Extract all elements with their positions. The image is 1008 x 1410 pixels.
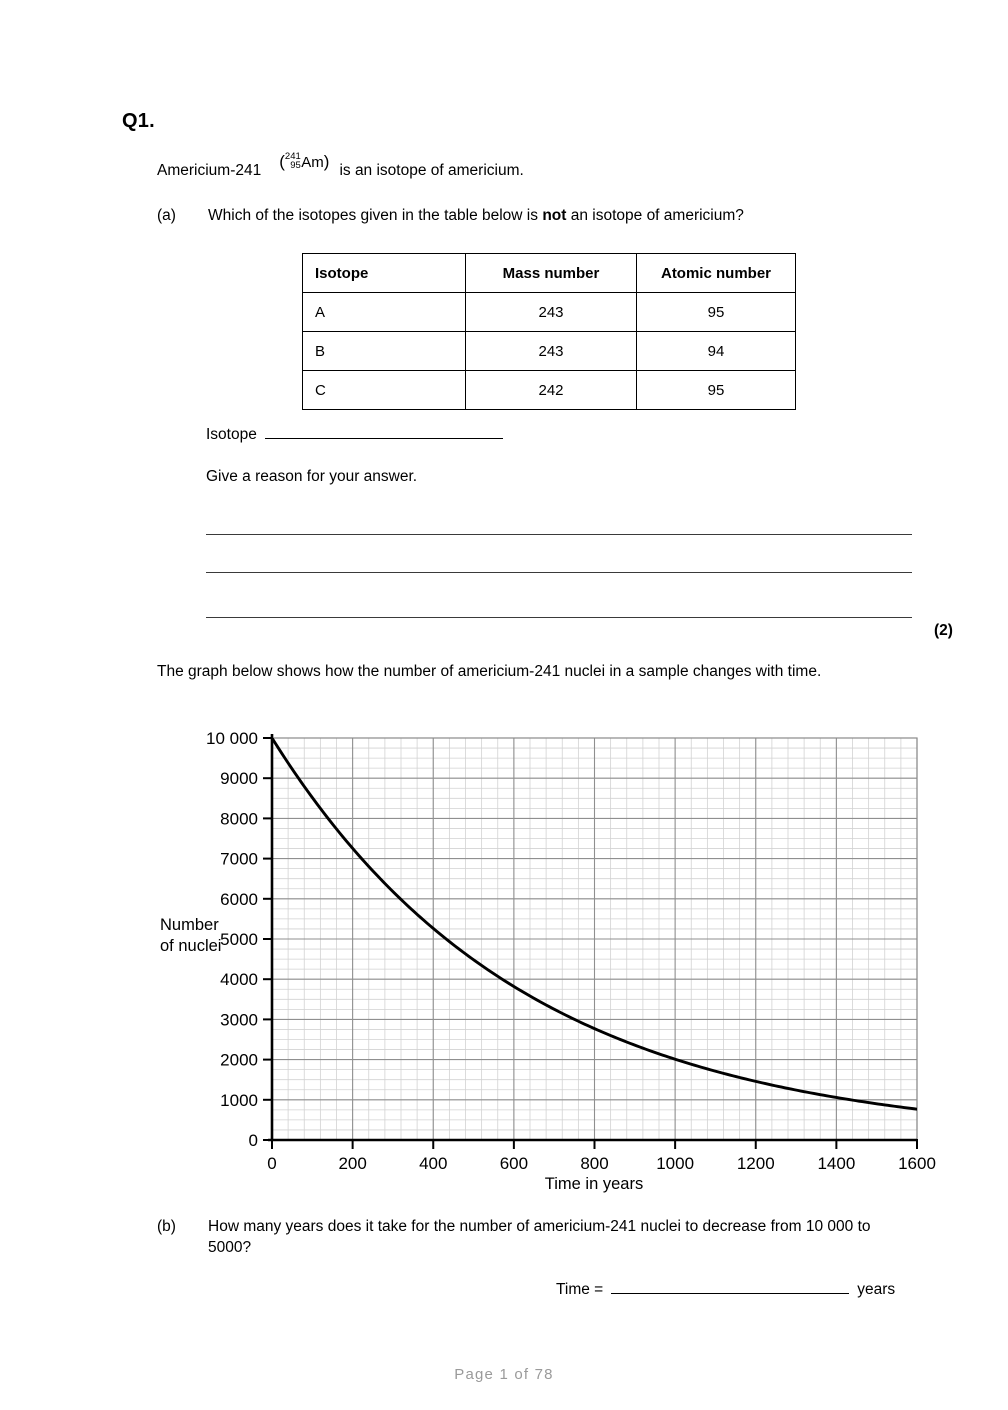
nuclide-mass-number: 241	[284, 151, 301, 163]
table-row	[303, 332, 796, 371]
cell-atomic-number: 94	[637, 332, 796, 371]
cell-mass-number: 243	[466, 293, 637, 332]
x-tick-label: 800	[580, 1154, 609, 1173]
y-tick-label: 8000	[220, 809, 258, 829]
x-tick-label: 600	[499, 1154, 529, 1173]
y-tick-label: 2000	[220, 1050, 258, 1070]
x-tick-label: 0	[267, 1154, 277, 1173]
nuclide-symbol: Am	[301, 153, 324, 171]
nuclide-open-paren: (	[279, 152, 285, 171]
y-tick-label: 0	[248, 1131, 258, 1150]
nuclide-numbers	[285, 153, 301, 170]
time-answer-unit: years	[857, 1281, 896, 1298]
nuclide-close-paren: )	[323, 152, 330, 171]
part-b-text: How many years does it take for the number of americium-241 nuclei to decrease from 10 000 to 5000?	[208, 1218, 871, 1257]
y-tick-label: 7000	[220, 849, 258, 869]
table-row	[303, 293, 796, 332]
y-tick-label: 5000	[220, 930, 258, 949]
x-tick-label: 1200	[736, 1154, 775, 1173]
x-axis-tick-labels	[267, 1154, 936, 1173]
isotope-answer-prompt	[206, 425, 503, 444]
table-header-atomic-number: Atomic number	[637, 254, 796, 293]
stem-prefix: Americium-241	[157, 162, 262, 179]
x-tick-label: 1000	[656, 1154, 695, 1173]
nuclide-atomic-number: 95	[290, 160, 301, 171]
time-answer-label: Time =	[556, 1281, 604, 1298]
y-tick-label: 9000	[220, 769, 258, 789]
time-answer-prompt	[556, 1280, 895, 1299]
x-axis-label: Time in years	[544, 1175, 644, 1193]
x-tick-label: 1400	[817, 1154, 856, 1173]
cell-atomic-number: 95	[637, 371, 796, 410]
decay-graph-svg	[0, 715, 1008, 1205]
part-b-label: (b)	[157, 1218, 176, 1235]
y-tick-label: 1000	[220, 1090, 258, 1110]
part-a-question	[157, 207, 744, 225]
stem-suffix: is an isotope of americium.	[339, 162, 524, 179]
cell-isotope: A	[303, 293, 466, 332]
part-a-text-before: Which of the isotopes given in the table below is	[208, 207, 543, 224]
part-b-question	[157, 1216, 917, 1259]
isotope-answer-field[interactable]	[265, 425, 503, 439]
cell-atomic-number: 95	[637, 293, 796, 332]
table-header-mass-number: Mass number	[466, 254, 637, 293]
table-header-row	[303, 254, 796, 293]
part-a-emphasis: not	[542, 207, 567, 224]
x-tick-label: 1600	[898, 1154, 936, 1173]
part-a-text-after: an isotope of americium?	[566, 207, 744, 224]
decay-graph	[0, 715, 1008, 1205]
y-tick-label: 4000	[220, 970, 258, 990]
nuclide-notation	[279, 152, 329, 172]
y-axis-label-line1: Number	[160, 916, 219, 934]
answer-line-2[interactable]	[206, 572, 912, 573]
marks-indicator: (2)	[934, 622, 953, 639]
cell-mass-number: 242	[466, 371, 637, 410]
cell-isotope: B	[303, 332, 466, 371]
y-tick-label: 6000	[220, 889, 258, 909]
y-axis-label-line2: of nuclei	[160, 937, 222, 955]
page-footer: Page 1 of 78	[454, 1366, 554, 1383]
part-a-label: (a)	[157, 207, 176, 224]
y-tick-label: 3000	[220, 1010, 258, 1030]
cell-isotope: C	[303, 371, 466, 410]
time-answer-field[interactable]	[611, 1280, 849, 1294]
question-number: Q1.	[122, 110, 155, 132]
answer-line-3[interactable]	[206, 617, 912, 618]
graph-intro-text: The graph below shows how the number of americium-241 nuclei in a sample changes with time.	[157, 663, 822, 680]
question-stem	[157, 151, 524, 180]
table-header-isotope: Isotope	[303, 254, 466, 293]
x-tick-label: 400	[419, 1154, 448, 1173]
cell-mass-number: 243	[466, 332, 637, 371]
isotope-answer-label: Isotope	[206, 426, 257, 443]
answer-line-1[interactable]	[206, 534, 912, 535]
y-tick-label: 10 000	[206, 729, 258, 748]
x-tick-label: 200	[338, 1154, 367, 1173]
reason-prompt: Give a reason for your answer.	[206, 468, 418, 485]
isotope-table	[302, 253, 796, 410]
table-row	[303, 371, 796, 410]
